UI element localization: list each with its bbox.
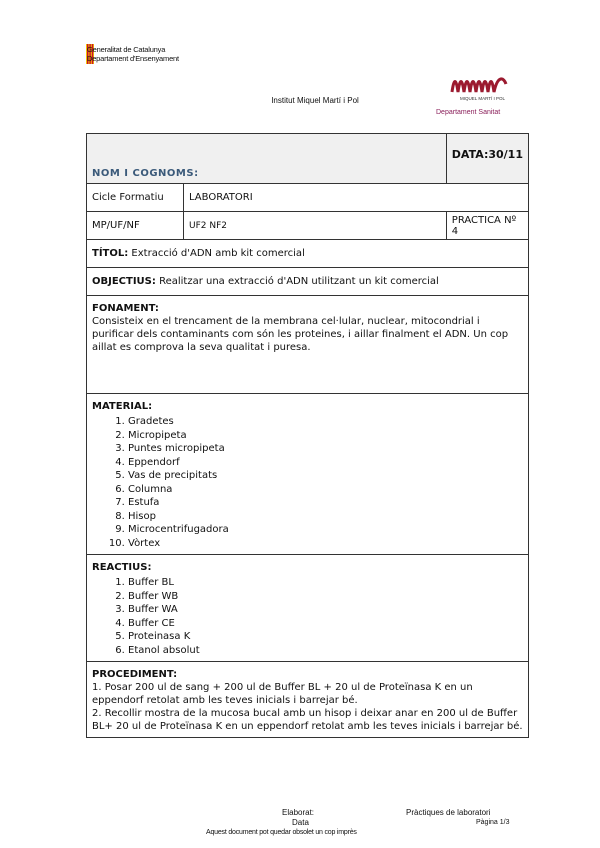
titol-label: TÍTOL: bbox=[92, 248, 129, 259]
generalitat-text bbox=[87, 45, 179, 63]
titol-row bbox=[87, 240, 529, 268]
list-item: 6. Etanol absolut bbox=[128, 644, 523, 658]
fonament-text: Consisteix en el trencament de la membrana cel·lular, nuclear, mitocondrial i purificar dels contaminants com són les proteines, i aillar finalment el ADN. Un cop aillat es comprova la seva qualitat i puresa. bbox=[92, 316, 509, 353]
mp-label: MP/UF/NF bbox=[92, 220, 140, 231]
fonament-section bbox=[87, 296, 529, 394]
institute-logo-icon bbox=[446, 70, 510, 102]
list-item: 4. Eppendorf bbox=[128, 456, 523, 470]
name-field[interactable] bbox=[87, 134, 447, 184]
mp-value: UF2 NF2 bbox=[189, 220, 227, 231]
material-label: MATERIAL: bbox=[92, 401, 153, 412]
mp-value-cell bbox=[184, 212, 447, 240]
gen-line1: Generalitat de Catalunya bbox=[87, 45, 166, 54]
material-list bbox=[92, 415, 523, 550]
reactius-section bbox=[87, 555, 529, 662]
footer-page-number: Pàgina 1/3 bbox=[476, 819, 510, 826]
footer-note: Aquest document pot quedar obsolet un cop imprès bbox=[206, 829, 357, 836]
procediment-section bbox=[87, 662, 529, 738]
footer-data: Data bbox=[292, 818, 309, 827]
material-section bbox=[87, 394, 529, 555]
cicle-label: Cicle Formatiu bbox=[92, 192, 164, 203]
footer-practiques: Pràctiques de laboratori bbox=[406, 808, 491, 817]
fonament-label: FONAMENT: bbox=[92, 303, 159, 314]
practica-cell bbox=[446, 212, 528, 240]
cicle-label-cell bbox=[87, 184, 184, 212]
list-item: 10. Vòrtex bbox=[128, 537, 523, 551]
list-item: 8. Hisop bbox=[128, 510, 523, 524]
date-label: DATA:30/11 bbox=[451, 148, 523, 161]
reactius-label: REACTIUS: bbox=[92, 562, 152, 573]
procediment-step: 1. Posar 200 ul de sang + 200 ul de Buffer BL + 20 ul de Proteïnasa K en un eppendorf retolat amb les teves inicials i barrejar bé. bbox=[92, 682, 473, 706]
mp-label-cell bbox=[87, 212, 184, 240]
list-item: 5. Vas de precipitats bbox=[128, 469, 523, 483]
date-field bbox=[446, 134, 528, 184]
list-item: 9. Microcentrifugadora bbox=[128, 523, 523, 537]
procediment-label: PROCEDIMENT: bbox=[92, 669, 178, 680]
procediment-step: 2. Recollir mostra de la mucosa bucal amb un hisop i deixar anar en 200 ul de Buffer BL+ 20 ul de Proteïnasa K en un eppendorf retolat amb les teves inicials i barrejar bé. bbox=[92, 708, 523, 732]
department-name: Departament Sanitat bbox=[436, 109, 501, 116]
list-item: 6. Columna bbox=[128, 483, 523, 497]
list-item: 7. Estufa bbox=[128, 496, 523, 510]
titol-value: Extracció d'ADN amb kit comercial bbox=[128, 248, 305, 259]
list-item: 1. Buffer BL bbox=[128, 576, 523, 590]
list-item: 2. Micropipeta bbox=[128, 429, 523, 443]
reactius-list bbox=[92, 576, 523, 657]
list-item: 4. Buffer CE bbox=[128, 617, 523, 631]
objectius-label: OBJECTIUS: bbox=[92, 276, 156, 287]
gen-line2: Departament d'Ensenyament bbox=[87, 54, 179, 63]
institute-name: Institut Miquel Martí i Pol bbox=[271, 96, 359, 105]
name-label: NOM I COGNOMS: bbox=[92, 168, 199, 179]
list-item: 3. Puntes micropipeta bbox=[128, 442, 523, 456]
footer-elaborat: Elaborat: bbox=[282, 808, 315, 817]
cicle-value: LABORATORI bbox=[189, 192, 253, 203]
list-item: 2. Buffer WB bbox=[128, 590, 523, 604]
objectius-row bbox=[87, 268, 529, 296]
cicle-value-cell bbox=[184, 184, 529, 212]
objectius-value: Realitzar una extracció d'ADN utilitzant un kit comercial bbox=[155, 276, 439, 287]
list-item: 5. Proteinasa K bbox=[128, 630, 523, 644]
list-item: 1. Gradetes bbox=[128, 415, 523, 429]
list-item: 3. Buffer WA bbox=[128, 603, 523, 617]
logo-caption: MIQUEL MARTÍ I POL bbox=[460, 96, 506, 101]
practica-number: PRACTICA Nº 4 bbox=[451, 214, 517, 237]
lab-form bbox=[86, 133, 529, 738]
